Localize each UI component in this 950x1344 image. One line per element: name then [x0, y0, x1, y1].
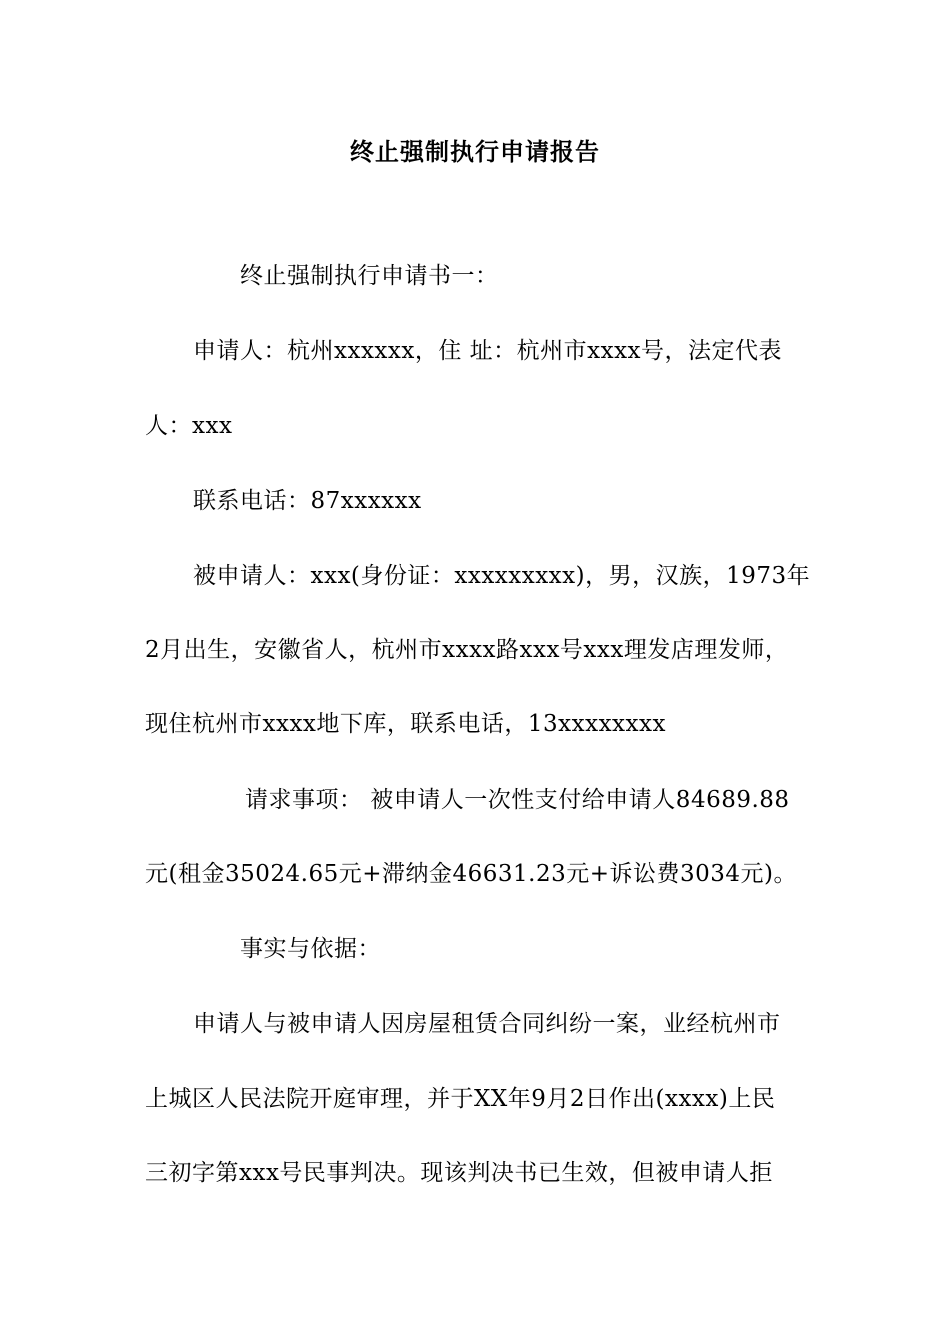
respondent-line-2: 2月出生，安徽省人，杭州市xxxx路xxx号xxx理发店理发师， — [145, 637, 789, 663]
section-heading-facts: 事实与依据： — [240, 936, 381, 962]
facts-line-2: 上城区人民法院开庭审理，并于XX年9月2日作出(xxxx)上民 — [145, 1086, 776, 1112]
request-line-1: 请求事项： 被申请人一次性支付给申请人84689.88 — [245, 787, 790, 813]
respondent-line-3: 现住杭州市xxxx地下库，联系电话，13xxxxxxxx — [145, 711, 666, 737]
section-heading-application: 终止强制执行申请书一： — [240, 263, 499, 289]
facts-line-1: 申请人与被申请人因房屋租赁合同纠纷一案，业经杭州市 — [193, 1011, 781, 1037]
applicant-representative-line: 人：xxx — [145, 413, 233, 439]
respondent-line-1: 被申请人：xxx(身份证：xxxxxxxxx)，男，汉族，1973年 — [193, 563, 811, 589]
applicant-line: 申请人：杭州xxxxxx，住 址：杭州市xxxx号，法定代表 — [193, 338, 783, 364]
page-title: 终止强制执行申请报告 — [350, 138, 600, 166]
facts-line-3: 三初字第xxx号民事判决。现该判决书已生效，但被申请人拒 — [145, 1160, 773, 1186]
request-line-2: 元(租金35024.65元+滞纳金46631.23元+诉讼费3034元)。 — [145, 861, 798, 887]
applicant-phone-line: 联系电话：87xxxxxx — [193, 488, 422, 514]
